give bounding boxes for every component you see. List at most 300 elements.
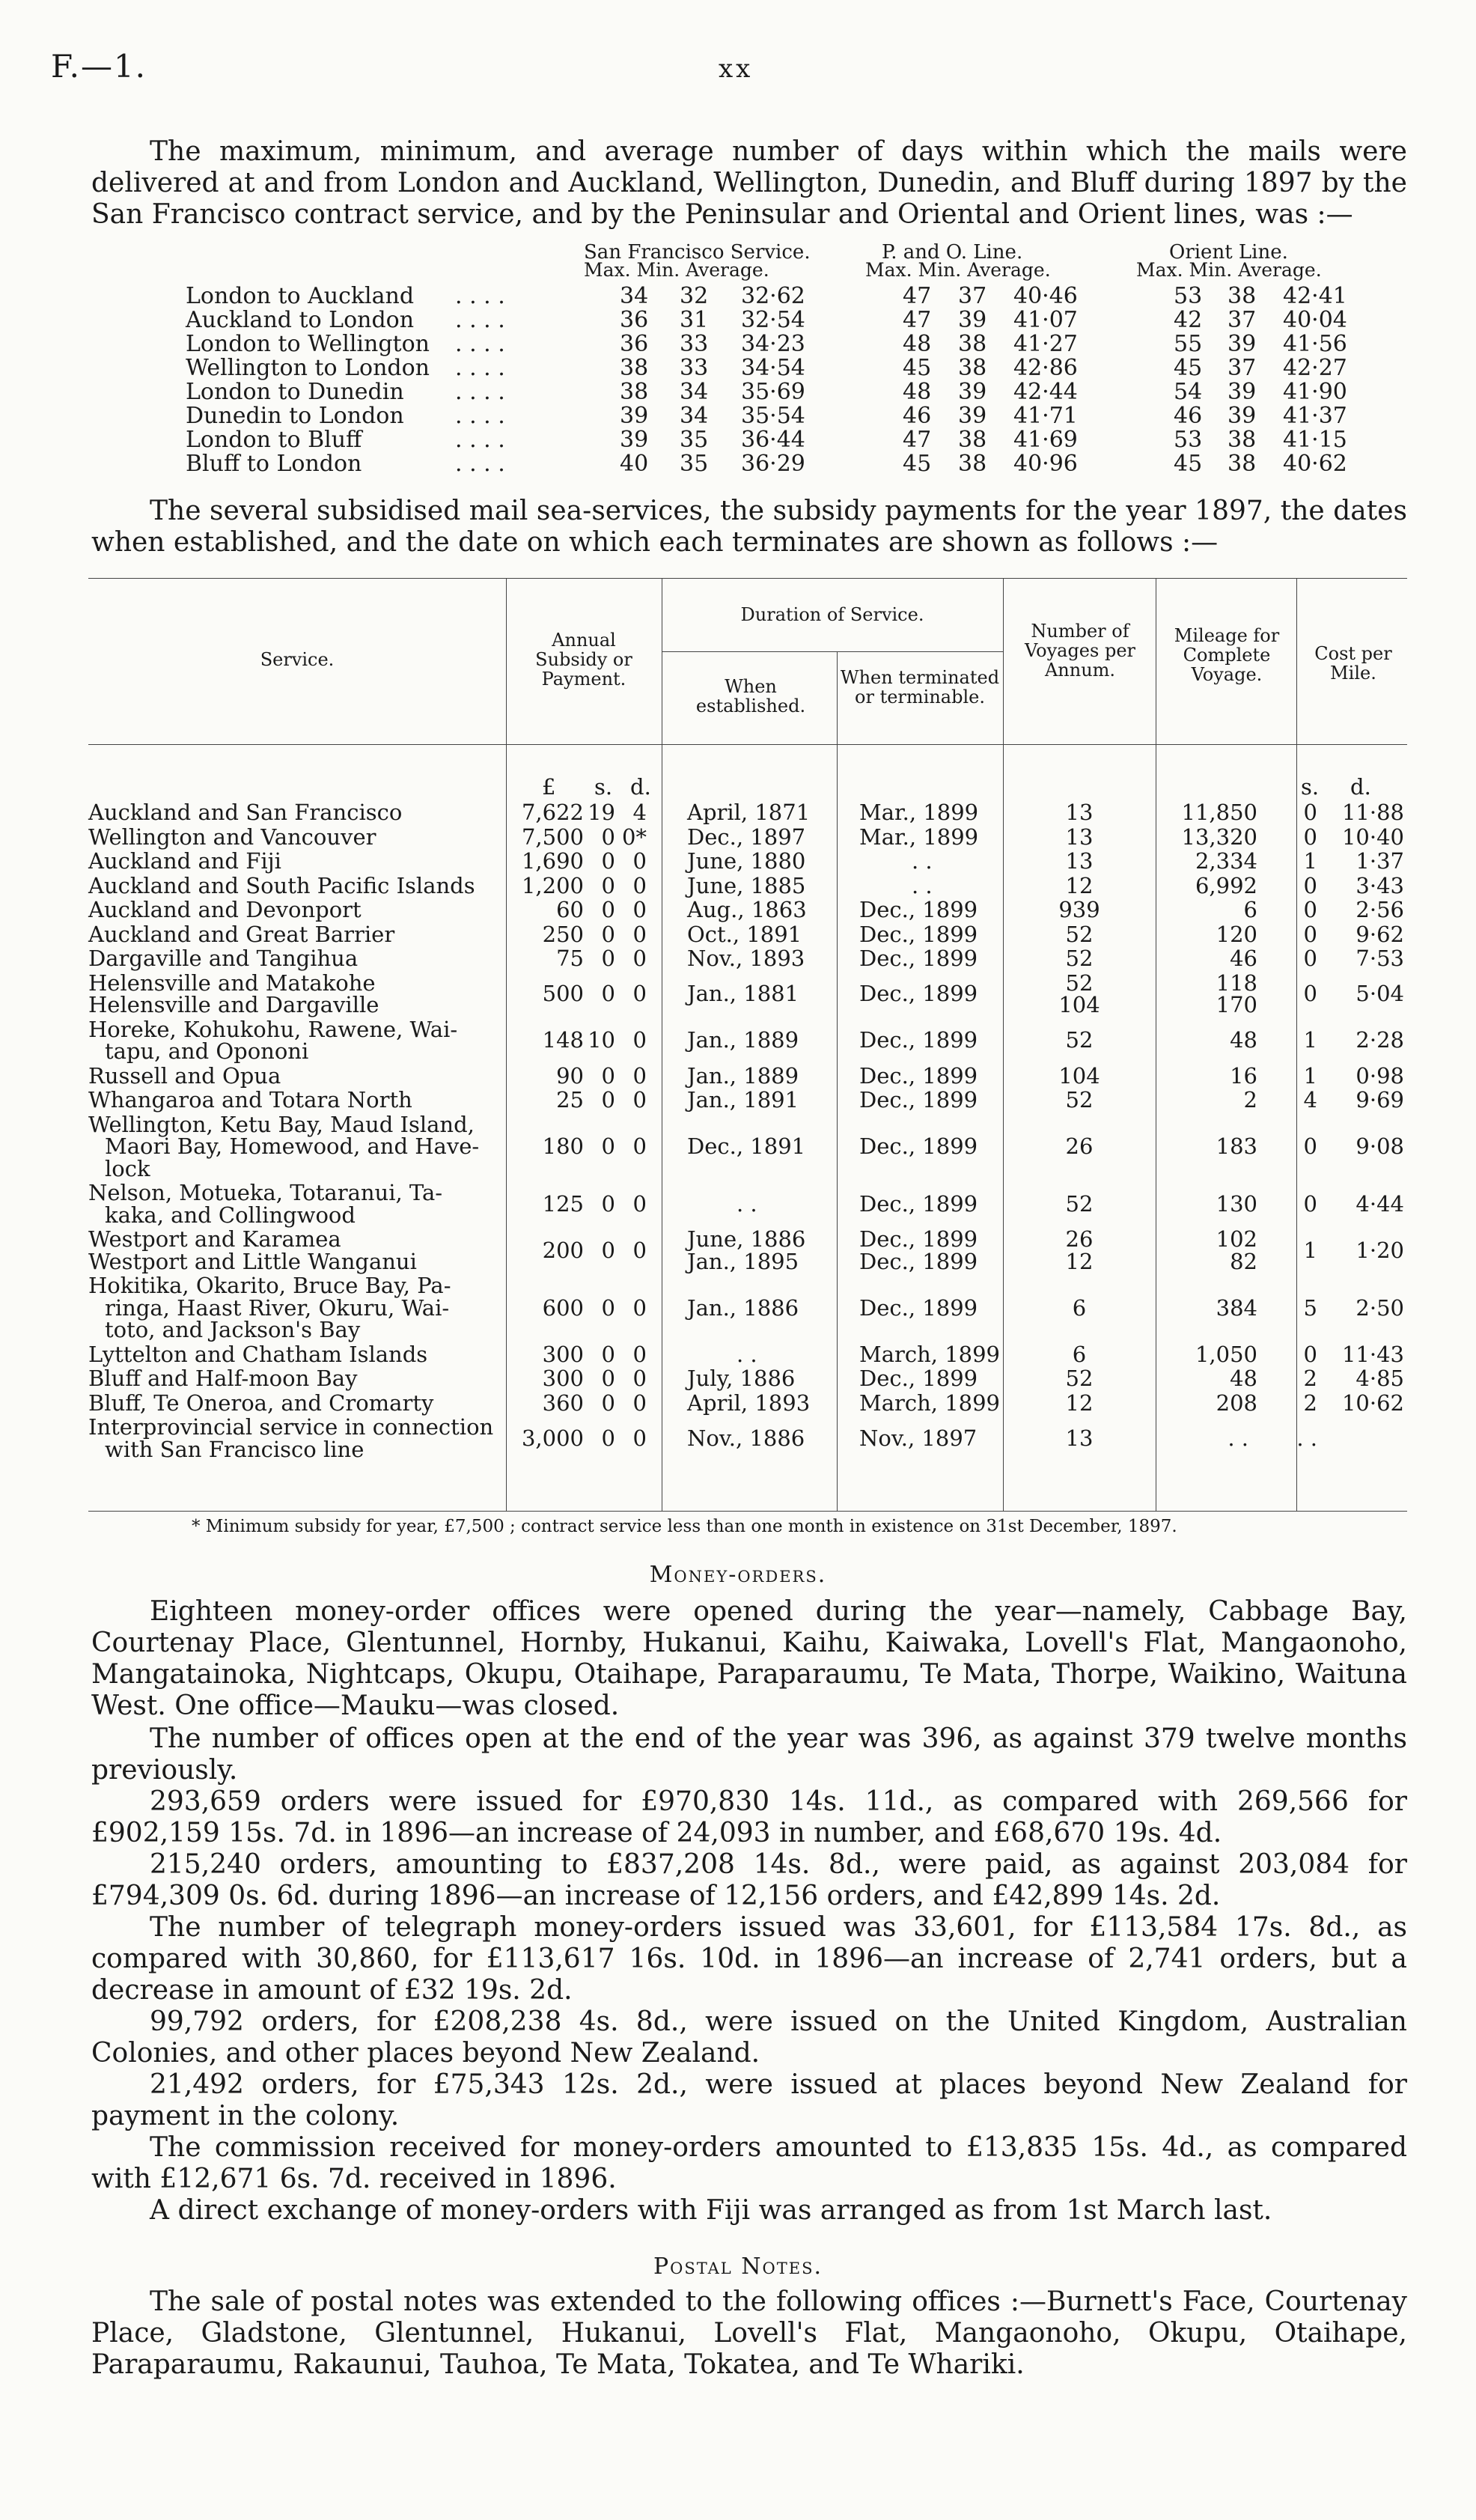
- postal-notes-paragraph: The sale of postal notes was extended to the following offices :—Burnett's Face, Courtenay Place, Gladstone, Glentunnel, Hukanui, Lovell's Flat, Mangaonoho, Okupu, Otaihape, Paraparaumu, Rakaunui, Tauhoa, Te Mata, Tokatea, and Te Whariki.: [91, 2286, 1407, 2380]
- service-name: Helensville and Dargaville: [88, 992, 379, 1017]
- terminated-date: Dec., 1899: [859, 1027, 978, 1053]
- min-days: 38: [958, 355, 987, 381]
- duration-subrule: [662, 651, 1003, 652]
- leader-dots: . . . .: [455, 307, 505, 333]
- mileage: 170: [1216, 992, 1257, 1017]
- voyages-per-annum: 52: [1065, 921, 1094, 947]
- cost-shillings: 5: [1303, 1294, 1317, 1321]
- mileage: 1,050: [1195, 1341, 1257, 1367]
- route-label: Bluff to London: [186, 451, 362, 477]
- established-date: Dec., 1897: [687, 824, 806, 850]
- terminated-date: Dec., 1899: [859, 921, 978, 947]
- cost-shillings: 0: [1303, 921, 1317, 947]
- terminated-date: March, 1899: [859, 1341, 1001, 1367]
- section-title-postal-notes: Postal Notes.: [653, 2253, 823, 2280]
- service-name: Lyttelton and Chatham Islands: [88, 1341, 428, 1367]
- established-date: April, 1893: [687, 1390, 811, 1416]
- min-days: 39: [958, 379, 987, 405]
- mileage: 183: [1216, 1133, 1257, 1159]
- average-days: 40·96: [1013, 451, 1078, 477]
- min-days: 33: [680, 331, 709, 357]
- subsidy-pounds: 125: [542, 1190, 584, 1217]
- mileage: 118: [1216, 970, 1257, 996]
- mileage: 48: [1230, 1027, 1257, 1053]
- average-days: 35·54: [741, 403, 805, 429]
- voyages-per-annum: 12: [1065, 1248, 1094, 1274]
- mileage: 102: [1216, 1226, 1257, 1252]
- cost-shillings: 2: [1303, 1390, 1317, 1416]
- established-date: . .: [737, 1341, 757, 1367]
- service-name: Westport and Karamea: [88, 1226, 341, 1252]
- voyages-per-annum: 52: [1065, 1027, 1094, 1053]
- max-days: 48: [903, 379, 932, 405]
- col-rule: [506, 578, 507, 1511]
- established-date: Nov., 1886: [687, 1425, 805, 1451]
- terminated-date: Dec., 1899: [859, 981, 978, 1007]
- subsidy-pounds: 1,200: [521, 872, 584, 898]
- cost-pence: 10·62: [1341, 1390, 1404, 1416]
- average-days: 41·69: [1013, 427, 1078, 453]
- leader-dots: . . . .: [455, 355, 505, 381]
- average-days: 40·62: [1283, 451, 1347, 477]
- subsidy-shillings: 0: [601, 872, 615, 898]
- cost-shillings: 0: [1303, 897, 1317, 922]
- mileage: 208: [1216, 1390, 1257, 1416]
- min-days: 33: [680, 355, 709, 381]
- mileage: 48: [1230, 1366, 1257, 1391]
- average-days: 32·54: [741, 307, 805, 333]
- subsidy-shillings: 0: [601, 1366, 615, 1391]
- subsidy-pence: 4: [632, 800, 647, 825]
- terminated-date: Mar., 1899: [859, 800, 979, 825]
- min-days: 38: [1228, 283, 1257, 309]
- money-orders-paragraph: 215,240 orders, amounting to £837,208 14s. 8d., were paid, as against 203,084 for £794,309 0s. 6d. during 1896—an increase of 12,156 orders, and £42,899 14s. 2d.: [91, 1849, 1407, 1911]
- cost-shillings: 1: [1303, 1237, 1317, 1263]
- terminated-date: Nov., 1897: [859, 1425, 978, 1451]
- money-orders-paragraph: 293,659 orders were issued for £970,830 14s. 11d., as compared with 269,566 for £902,159 15s. 7d. in 1896—an increase of 24,093 in number, and £68,670 19s. 4d.: [91, 1786, 1407, 1848]
- cost-shillings: 0: [1303, 1341, 1317, 1367]
- average-days: 34·23: [741, 331, 805, 357]
- intro-paragraph: The maximum, minimum, and average number of days within which the mails were delivered at and from London and Auckland, Wellington, Dunedin, and Bluff during 1897 by the San Francisco contract service, and by the Peninsular and Oriental and Orient lines, was :—: [91, 136, 1407, 230]
- average-days: 35·69: [741, 379, 805, 405]
- max-days: 47: [903, 427, 932, 453]
- min-days: 38: [1228, 427, 1257, 453]
- terminated-date: March, 1899: [859, 1390, 1001, 1416]
- subsidy-shillings: 0: [601, 1190, 615, 1217]
- subsidy-pence: 0: [632, 981, 647, 1007]
- page-reference: F.—1.: [51, 48, 147, 85]
- subsidy-pence: 0: [632, 1062, 647, 1089]
- max-days: 47: [903, 307, 932, 333]
- subsidy-shillings: 0: [601, 824, 615, 850]
- cost-pence: 1·37: [1355, 848, 1404, 874]
- subsidy-shillings: 0: [601, 1425, 615, 1451]
- max-days: 45: [903, 355, 932, 381]
- average-days: 34·54: [741, 355, 805, 381]
- terminated-date: Dec., 1899: [859, 1133, 978, 1159]
- voyages-per-annum: 13: [1065, 824, 1094, 850]
- established-date: Jan., 1891: [687, 1087, 799, 1113]
- unit-cost-pence: d.: [1350, 774, 1371, 800]
- max-days: 40: [620, 451, 649, 477]
- money-orders-paragraph: A direct exchange of money-orders with Fiji was arranged as from 1st March last.: [150, 2195, 1272, 2226]
- service-name: Auckland and South Pacific Islands: [88, 872, 475, 898]
- money-orders-paragraph: The number of telegraph money-orders issued was 33,601, for £113,584 17s. 8d., as compared with 30,860, for £113,617 16s. 10d. in 1896—an increase of 2,741 orders, but a decrease in amount of £32 19s. 2d.: [91, 1912, 1407, 2006]
- average-days: 41·27: [1013, 331, 1078, 357]
- min-days: 38: [958, 331, 987, 357]
- voyages-per-annum: 52: [1065, 1190, 1094, 1217]
- subsidy-pence: 0: [632, 872, 647, 898]
- voyages-per-annum: 6: [1072, 1294, 1087, 1321]
- subsidy-pence: 0: [632, 1027, 647, 1053]
- max-days: 55: [1174, 331, 1203, 357]
- service-name: Auckland and Fiji: [88, 848, 281, 874]
- cost-pence: 4·44: [1355, 1190, 1404, 1217]
- subsidy-shillings: 0: [601, 946, 615, 971]
- subsidy-shillings: 0: [601, 1133, 615, 1159]
- voyages-per-annum: 104: [1058, 992, 1100, 1017]
- service-name: Westport and Little Wanganui: [88, 1248, 417, 1274]
- terminated-date: Dec., 1899: [859, 1190, 978, 1217]
- voyages-per-annum: 6: [1072, 1341, 1087, 1367]
- leader-dots: . . . .: [455, 283, 505, 309]
- subsidy-shillings: 0: [601, 1062, 615, 1089]
- route-label: Dunedin to London: [186, 403, 404, 429]
- mileage: 16: [1230, 1062, 1257, 1089]
- subsidy-pounds: 300: [542, 1366, 584, 1391]
- terminated-date: Mar., 1899: [859, 824, 979, 850]
- terminated-date: Dec., 1899: [859, 1294, 978, 1321]
- service-name: kaka, and Collingwood: [105, 1202, 356, 1228]
- average-days: 42·44: [1013, 379, 1078, 405]
- unit-pounds: £: [542, 774, 556, 800]
- max-days: 45: [903, 451, 932, 477]
- max-days: 45: [1174, 451, 1203, 477]
- established-date: Jan., 1889: [687, 1062, 799, 1089]
- voyages-per-annum: 13: [1065, 1425, 1094, 1451]
- average-days: 41·90: [1283, 379, 1347, 405]
- mileage: 384: [1216, 1294, 1257, 1321]
- established-date: April, 1871: [687, 800, 811, 825]
- max-days: 47: [903, 283, 932, 309]
- average-days: 41·56: [1283, 331, 1347, 357]
- subsidy-shillings: 0: [601, 1294, 615, 1321]
- section-title-money-orders: Money-orders.: [649, 1562, 827, 1588]
- max-days: 54: [1174, 379, 1203, 405]
- cost-shillings: 0: [1303, 800, 1317, 825]
- min-days: 38: [958, 427, 987, 453]
- service-name: Helensville and Matakohe: [88, 970, 376, 996]
- subsidy-pence: 0: [632, 946, 647, 971]
- header-subsidy: Annual Subsidy or Payment.: [535, 630, 632, 690]
- cost-pence: 10·40: [1341, 824, 1404, 850]
- service-name: Russell and Opua: [88, 1062, 281, 1089]
- subsidy-pence: 0: [632, 1294, 647, 1321]
- leader-dots: . . . .: [455, 403, 505, 429]
- max-days: 42: [1174, 307, 1203, 333]
- max-days: 46: [1174, 403, 1203, 429]
- subsidy-pounds: 360: [542, 1390, 584, 1416]
- max-days: 39: [620, 427, 649, 453]
- cost-pence: 9·62: [1355, 921, 1404, 947]
- cost-pence: 9·69: [1355, 1087, 1404, 1113]
- min-days: 32: [680, 283, 709, 309]
- subsidy-pounds: 7,622: [521, 800, 584, 825]
- money-orders-paragraph: 21,492 orders, for £75,343 12s. 2d., were issued at places beyond New Zealand for payment in the colony.: [91, 2069, 1407, 2131]
- min-days: 39: [1228, 403, 1257, 429]
- service-name: Nelson, Motueka, Totaranui, Ta-: [88, 1180, 443, 1205]
- route-label: London to Wellington: [186, 331, 430, 357]
- max-days: 39: [620, 403, 649, 429]
- leader-dots: . . . .: [455, 379, 505, 405]
- terminated-date: Dec., 1899: [859, 1248, 978, 1274]
- subsidy-pence: 0: [632, 1237, 647, 1263]
- cost-pence: 0·98: [1355, 1062, 1404, 1089]
- subsidy-pence: 0: [632, 1133, 647, 1159]
- subsidy-shillings: 0: [601, 848, 615, 874]
- max-days: 46: [903, 403, 932, 429]
- table-footnote: * Minimum subsidy for year, £7,500 ; contract service less than one month in existence on 31st December, 1897.: [192, 1517, 1177, 1536]
- average-days: 41·71: [1013, 403, 1078, 429]
- header-cost: Cost per Mile.: [1314, 643, 1392, 684]
- delivery-times-table: [186, 241, 1353, 488]
- service-name: Interprovincial service in connection: [88, 1414, 494, 1440]
- cost-pence: 4·85: [1355, 1366, 1404, 1391]
- subsidy-pounds: 180: [542, 1133, 584, 1159]
- route-label: Wellington to London: [186, 355, 430, 381]
- cost-shillings: 1: [1303, 848, 1317, 874]
- cost-pence: 9·08: [1355, 1133, 1404, 1159]
- unit-shillings: s.: [594, 774, 613, 800]
- service-name: Bluff, Te Oneroa, and Cromarty: [88, 1390, 434, 1416]
- header-duration: Duration of Service.: [740, 604, 924, 625]
- average-days: 41·15: [1283, 427, 1347, 453]
- terminated-date: . .: [912, 872, 933, 898]
- average-days: 40·04: [1283, 307, 1347, 333]
- average-days: 40·46: [1013, 283, 1078, 309]
- terminated-date: Dec., 1899: [859, 1062, 978, 1089]
- subsidy-shillings: 0: [601, 1341, 615, 1367]
- terminated-date: Dec., 1899: [859, 897, 978, 922]
- table-bottom-rule: [88, 1511, 1407, 1512]
- voyages-per-annum: 52: [1065, 970, 1094, 996]
- header-service: Service.: [260, 649, 335, 670]
- col-rule: [837, 651, 838, 1511]
- subsidy-pounds: 90: [556, 1062, 584, 1089]
- average-days: 42·27: [1283, 355, 1347, 381]
- mileage: 120: [1216, 921, 1257, 947]
- col-rule: [1296, 578, 1297, 1511]
- voyages-per-annum: 26: [1065, 1133, 1094, 1159]
- subsidy-pounds: 200: [542, 1237, 584, 1263]
- route-label: London to Bluff: [186, 427, 362, 453]
- average-days: 41·37: [1283, 403, 1347, 429]
- service-name: Whangaroa and Totara North: [88, 1087, 412, 1113]
- cost-shillings: . .: [1296, 1425, 1317, 1451]
- mileage: 82: [1230, 1248, 1257, 1274]
- voyages-per-annum: 52: [1065, 1087, 1094, 1113]
- subsidy-shillings: 0: [601, 1237, 615, 1263]
- header-mileage: Mileage for Complete Voyage.: [1174, 625, 1280, 685]
- cost-shillings: 2: [1303, 1366, 1317, 1391]
- table-top-rule: [88, 578, 1407, 579]
- min-days: 39: [958, 307, 987, 333]
- subsidy-pence: 0: [632, 1390, 647, 1416]
- sub-header-po: Max. Min. Average.: [865, 259, 1051, 281]
- established-date: June, 1886: [687, 1226, 806, 1252]
- max-days: 53: [1174, 283, 1203, 309]
- cost-shillings: 0: [1303, 981, 1317, 1007]
- mileage: . .: [1228, 1425, 1248, 1451]
- mileage: 13,320: [1181, 824, 1257, 850]
- min-days: 38: [958, 451, 987, 477]
- subsidy-pounds: 3,000: [521, 1425, 584, 1451]
- established-date: July, 1886: [687, 1366, 796, 1391]
- established-date: June, 1885: [687, 872, 806, 898]
- min-days: 39: [958, 403, 987, 429]
- min-days: 37: [1228, 355, 1257, 381]
- service-name: Auckland and Devonport: [88, 897, 362, 922]
- voyages-per-annum: 13: [1065, 848, 1094, 874]
- average-days: 36·29: [741, 451, 805, 477]
- cost-shillings: 0: [1303, 872, 1317, 898]
- subsidy-pence: 0*: [622, 824, 647, 850]
- cost-shillings: 0: [1303, 1133, 1317, 1159]
- subsidy-shillings: 0: [601, 897, 615, 922]
- established-date: Oct., 1891: [687, 921, 802, 947]
- service-name: ringa, Haast River, Okuru, Wai-: [105, 1294, 450, 1321]
- cost-pence: 2·28: [1355, 1027, 1404, 1053]
- service-name: Dargaville and Tangihua: [88, 946, 359, 971]
- cost-pence: 3·43: [1355, 872, 1404, 898]
- voyages-per-annum: 12: [1065, 1390, 1094, 1416]
- max-days: 48: [903, 331, 932, 357]
- service-name: Horeke, Kohukohu, Rawene, Wai-: [88, 1016, 458, 1042]
- service-name: with San Francisco line: [105, 1436, 365, 1462]
- service-name: Auckland and San Francisco: [88, 800, 403, 825]
- min-days: 38: [1228, 451, 1257, 477]
- max-days: 34: [620, 283, 649, 309]
- cost-shillings: 0: [1303, 1190, 1317, 1217]
- subsidy-pounds: 75: [556, 946, 584, 971]
- subsidy-shillings: 19: [588, 800, 615, 825]
- money-orders-paragraph: 99,792 orders, for £208,238 4s. 8d., were issued on the United Kingdom, Australian Colonies, and other places beyond New Zealand.: [91, 2006, 1407, 2069]
- unit-pence: d.: [630, 774, 651, 800]
- min-days: 37: [958, 283, 987, 309]
- service-name: tapu, and Opononi: [105, 1038, 309, 1064]
- max-days: 38: [620, 379, 649, 405]
- min-days: 31: [680, 307, 709, 333]
- max-days: 53: [1174, 427, 1203, 453]
- mileage: 11,850: [1181, 800, 1257, 825]
- mileage: 6,992: [1195, 872, 1257, 898]
- subsidy-pence: 0: [632, 921, 647, 947]
- subsidy-pence: 0: [632, 848, 647, 874]
- subsidy-pounds: 60: [556, 897, 584, 922]
- subsidy-pence: 0: [632, 1425, 647, 1451]
- subsidy-shillings: 0: [601, 1087, 615, 1113]
- average-days: 32·62: [741, 283, 805, 309]
- average-days: 42·86: [1013, 355, 1078, 381]
- subsidy-pence: 0: [632, 1087, 647, 1113]
- sub-header-sf: Max. Min. Average.: [584, 259, 769, 281]
- mileage: 130: [1216, 1190, 1257, 1217]
- average-days: 36·44: [741, 427, 805, 453]
- established-date: Jan., 1895: [687, 1248, 799, 1274]
- cost-pence: 11·88: [1341, 800, 1404, 825]
- mail-services-table: [88, 578, 1407, 1506]
- cost-pence: 5·04: [1355, 981, 1404, 1007]
- subsidy-pounds: 7,500: [521, 824, 584, 850]
- mileage: 2: [1243, 1087, 1257, 1113]
- subsidy-pence: 0: [632, 897, 647, 922]
- subsidy-pence: 0: [632, 1366, 647, 1391]
- service-name: Maori Bay, Homewood, and Have-: [105, 1133, 480, 1159]
- max-days: 36: [620, 307, 649, 333]
- established-date: . .: [737, 1190, 757, 1217]
- min-days: 39: [1228, 379, 1257, 405]
- min-days: 35: [680, 451, 709, 477]
- cost-pence: 2·56: [1355, 897, 1404, 922]
- money-orders-paragraph: The number of offices open at the end of the year was 396, as against 379 twelve months previously.: [91, 1723, 1407, 1786]
- average-days: 41·07: [1013, 307, 1078, 333]
- voyages-per-annum: 26: [1065, 1226, 1094, 1252]
- leader-dots: . . . .: [455, 427, 505, 453]
- voyages-per-annum: 52: [1065, 946, 1094, 971]
- cost-shillings: 0: [1303, 824, 1317, 850]
- voyages-per-annum: 52: [1065, 1366, 1094, 1391]
- table-header-rule: [88, 744, 1407, 745]
- terminated-date: Dec., 1899: [859, 1087, 978, 1113]
- max-days: 38: [620, 355, 649, 381]
- unit-cost-shillings: s.: [1301, 774, 1320, 800]
- group-header-sf: San Francisco Service.: [584, 241, 811, 264]
- leader-dots: . . . .: [455, 451, 505, 477]
- leader-dots: . . . .: [455, 331, 505, 357]
- header-voyages: Number of Voyages per Annum.: [1025, 621, 1135, 681]
- mileage: 6: [1243, 897, 1257, 922]
- mileage: 46: [1230, 946, 1257, 971]
- cost-pence: 7·53: [1355, 946, 1404, 971]
- service-name: toto, and Jackson's Bay: [105, 1317, 361, 1342]
- established-date: Jan., 1886: [687, 1294, 799, 1321]
- subsidy-pounds: 148: [542, 1027, 584, 1053]
- subsidy-shillings: 0: [601, 981, 615, 1007]
- money-orders-paragraph: Eighteen money-order offices were opened during the year—namely, Cabbage Bay, Courtenay Place, Glentunnel, Hornby, Hukanui, Kaihu, Kaiwaka, Lovell's Flat, Mangaonoho, Mangatainoka, Nightcaps, Okupu, Otaihape, Paraparaumu, Te Mata, Thorpe, Waikino, Waituna West. One office—Mauku—was closed.: [91, 1596, 1407, 1721]
- subsidy-pence: 0: [632, 1190, 647, 1217]
- service-name: lock: [105, 1155, 150, 1181]
- min-days: 34: [680, 379, 709, 405]
- min-days: 34: [680, 403, 709, 429]
- average-days: 42·41: [1283, 283, 1347, 309]
- established-date: Aug., 1863: [687, 897, 807, 922]
- service-name: Hokitika, Okarito, Bruce Bay, Pa-: [88, 1273, 451, 1298]
- voyages-per-annum: 12: [1065, 872, 1094, 898]
- page-number: xx: [719, 54, 754, 84]
- max-days: 36: [620, 331, 649, 357]
- subsidy-shillings: 0: [601, 1390, 615, 1416]
- voyages-per-annum: 104: [1058, 1062, 1100, 1089]
- terminated-date: Dec., 1899: [859, 1366, 978, 1391]
- service-name: Auckland and Great Barrier: [88, 921, 395, 947]
- mileage: 2,334: [1195, 848, 1257, 874]
- service-name: Wellington and Vancouver: [88, 824, 376, 850]
- subsidy-pounds: 25: [556, 1087, 584, 1113]
- subsidy-pounds: 500: [542, 981, 584, 1007]
- established-date: Nov., 1893: [687, 946, 805, 971]
- cost-pence: 11·43: [1341, 1341, 1404, 1367]
- established-date: Jan., 1881: [687, 981, 799, 1007]
